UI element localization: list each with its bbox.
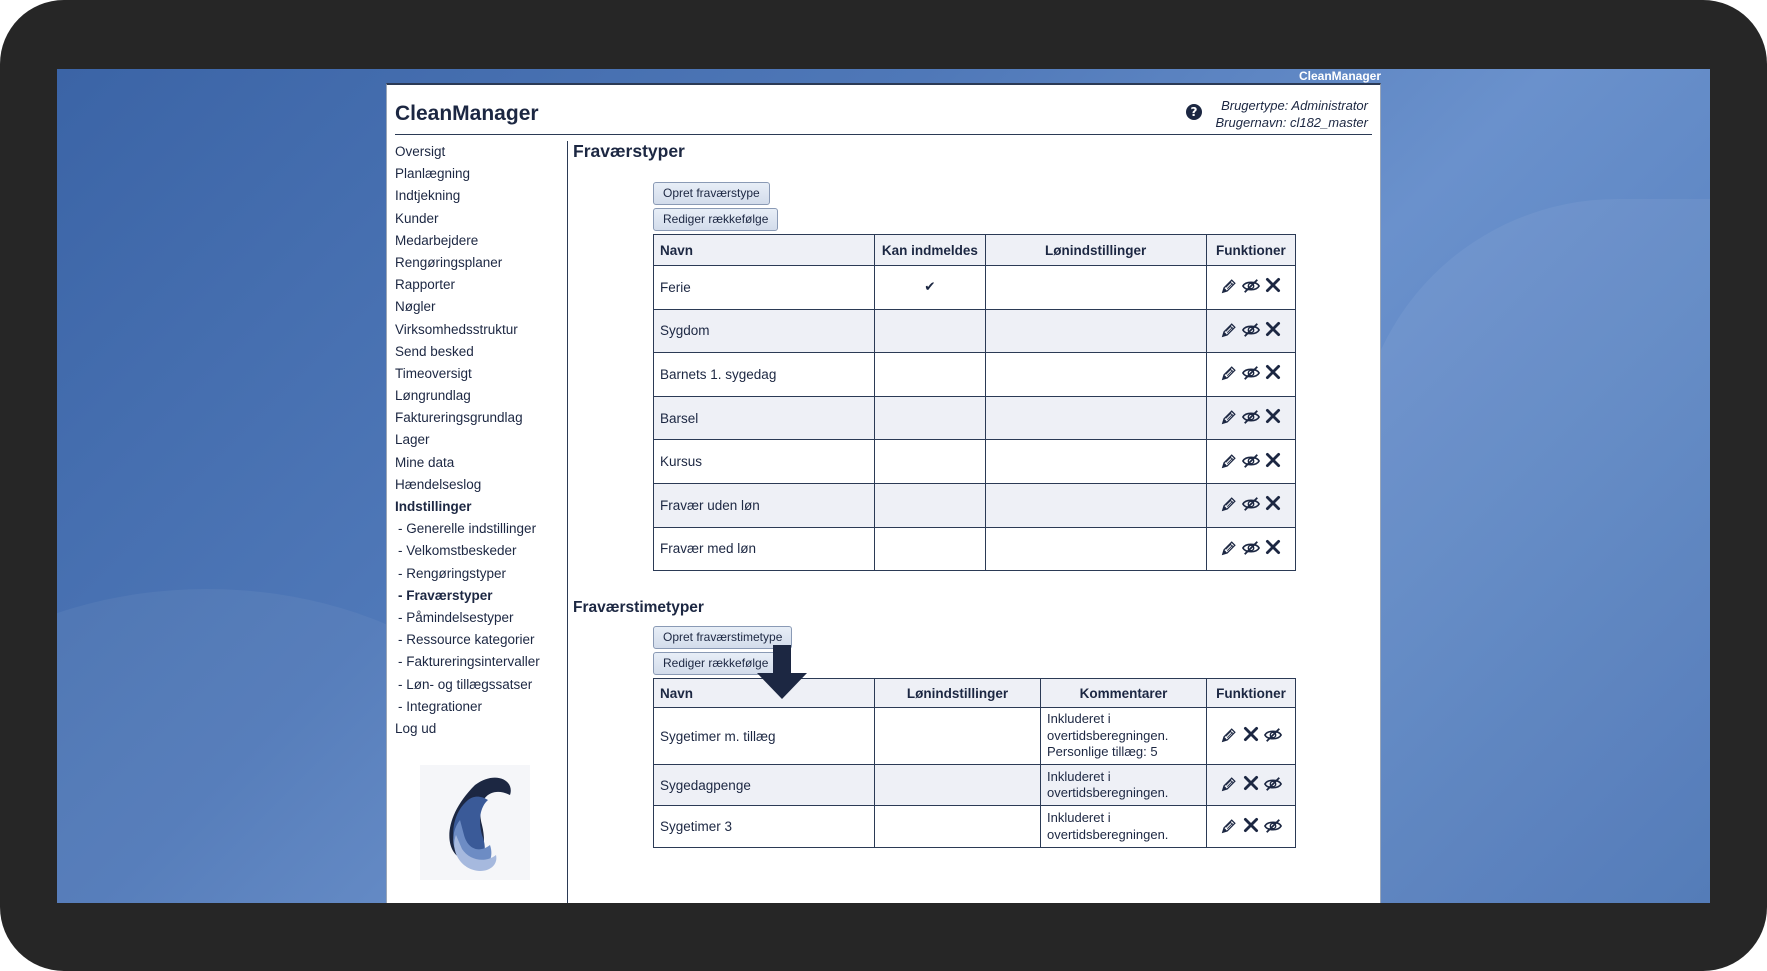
column-header: Navn [654, 235, 875, 266]
absence-type-name: Barsel [654, 396, 875, 440]
section-title-fravaerstimetyper: Fraværstimetyper [573, 599, 704, 616]
table-row [654, 396, 1296, 440]
user-type: Brugertype: Administrator [1221, 98, 1368, 113]
comment-line: Inkluderet i [1047, 768, 1111, 784]
absence-types-table [653, 234, 1296, 571]
x-icon[interactable] [1262, 539, 1284, 559]
eye-slash-icon[interactable] [1240, 452, 1262, 472]
x-icon[interactable] [1240, 726, 1262, 746]
absence-type-name: Sygdom [654, 309, 875, 353]
absence-type-name: Fravær uden løn [654, 483, 875, 527]
down-arrow-icon [757, 645, 807, 701]
sidebar-subitem[interactable]: - Løn- og tillægssatser [398, 676, 533, 692]
table-row [654, 765, 1296, 806]
comment-line: Inkluderet i [1047, 711, 1111, 727]
pencil-icon[interactable] [1218, 321, 1240, 341]
functions-cell [1206, 483, 1295, 527]
can-report-check [875, 396, 985, 440]
can-report-check [875, 353, 985, 397]
x-icon[interactable] [1262, 321, 1284, 341]
functions-cell [1206, 309, 1295, 353]
absence-hour-type-name: Sygetimer 3 [654, 806, 875, 848]
sidebar-item[interactable]: Indstillinger [395, 499, 472, 514]
x-icon[interactable] [1262, 364, 1284, 384]
functions-cell [1207, 708, 1296, 765]
eye-slash-icon[interactable] [1240, 321, 1262, 341]
pencil-icon[interactable] [1218, 364, 1240, 384]
pencil-icon[interactable] [1218, 726, 1240, 746]
absence-hour-type-name: Sygetimer m. tillæg [654, 708, 875, 765]
pencil-icon[interactable] [1218, 408, 1240, 428]
functions-cell [1207, 765, 1296, 806]
column-header: Kommentarer [1041, 679, 1207, 708]
question-circle-icon[interactable]: ? [1186, 104, 1202, 120]
sidebar-item[interactable]: Virksomhedsstruktur [395, 321, 518, 337]
absence-hour-type-name: Sygedagpenge [654, 765, 875, 806]
comment-cell [1041, 765, 1207, 806]
comment-line: Inkluderet i [1047, 810, 1111, 825]
column-header: Funktioner [1206, 235, 1295, 266]
sidebar-item[interactable]: Løngrundlag [395, 388, 471, 404]
absence-type-name: Barnets 1. sygedag [654, 353, 875, 397]
sidebar-item[interactable]: Faktureringsgrundlag [395, 410, 523, 426]
functions-cell [1206, 353, 1295, 397]
sidebar-item[interactable]: Send besked [395, 343, 474, 359]
column-header: Lønindstillinger [875, 679, 1041, 708]
app-window [386, 83, 1381, 903]
salary-settings-cell [985, 483, 1206, 527]
functions-cell [1206, 396, 1295, 440]
pencil-icon[interactable] [1218, 539, 1240, 559]
comment-line: overtidsberegningen. [1047, 727, 1169, 743]
pencil-icon[interactable] [1218, 495, 1240, 515]
sidebar-item[interactable]: Indtjekning [395, 188, 461, 204]
table-row [654, 309, 1296, 353]
desktop-screen [57, 69, 1710, 903]
sidebar-item[interactable]: Nøgler [395, 299, 436, 315]
pencil-icon[interactable] [1218, 452, 1240, 472]
sidebar-item[interactable]: Hændelseslog [395, 476, 482, 492]
eye-slash-icon[interactable] [1240, 495, 1262, 515]
sidebar-subitem[interactable]: - Velkomstbeskeder [398, 543, 517, 559]
can-report-check [875, 527, 985, 571]
functions-cell [1206, 266, 1295, 310]
create-absence-hour-type-button[interactable]: Opret fraværstimetype [653, 626, 792, 649]
table-row [654, 483, 1296, 527]
sidebar-item[interactable]: Planlægning [395, 166, 471, 182]
absence-type-name: Kursus [654, 440, 875, 484]
salary-settings-cell [875, 708, 1041, 765]
eye-slash-icon[interactable] [1262, 726, 1284, 746]
user-info [1216, 97, 1368, 131]
create-absence-type-button[interactable]: Opret fraværstype [653, 182, 770, 205]
window-title-banner: CleanManager [1298, 69, 1381, 83]
can-report-check: ✔ [875, 266, 985, 310]
can-report-check [875, 309, 985, 353]
sidebar-subitem[interactable]: - Integrationer [398, 698, 483, 714]
x-icon[interactable] [1240, 817, 1262, 837]
sidebar-subitem[interactable]: - Faktureringsintervaller [398, 654, 540, 670]
column-header: Kan indmeldes [875, 235, 985, 266]
eye-slash-icon[interactable] [1240, 539, 1262, 559]
x-icon[interactable] [1262, 495, 1284, 515]
table-row [654, 708, 1296, 765]
sidebar-item[interactable]: Timeoversigt [395, 365, 472, 381]
sidebar-item[interactable]: Medarbejdere [395, 232, 479, 248]
salary-settings-cell [985, 353, 1206, 397]
eye-slash-icon[interactable] [1240, 277, 1262, 297]
x-icon[interactable] [1262, 277, 1284, 297]
logout-link[interactable]: Log ud [395, 720, 437, 736]
reorder-absence-hour-types-button[interactable]: Rediger rækkefølge [653, 652, 778, 675]
eye-slash-icon[interactable] [1240, 364, 1262, 384]
section-title-fravaerstyper: Fraværstyper [573, 141, 685, 161]
sidebar-subitem[interactable]: - Påmindelsestyper [398, 609, 514, 625]
can-report-check [875, 440, 985, 484]
salary-settings-cell [875, 765, 1041, 806]
salary-settings-cell [985, 527, 1206, 571]
sidebar-item[interactable]: Kunder [395, 210, 439, 226]
sidebar-item[interactable]: Rapporter [395, 277, 456, 293]
pencil-icon[interactable] [1218, 817, 1240, 837]
reorder-absence-types-button[interactable]: Rediger rækkefølge [653, 208, 778, 231]
x-icon[interactable] [1240, 775, 1262, 795]
sidebar-nav [395, 141, 555, 740]
functions-cell [1206, 440, 1295, 484]
table-row [654, 353, 1296, 397]
pencil-icon[interactable] [1218, 775, 1240, 795]
table-row [654, 266, 1296, 310]
salary-settings-cell [985, 396, 1206, 440]
sidebar-subitem[interactable]: - Fraværstyper [398, 587, 493, 603]
table-row [654, 440, 1296, 484]
absence-type-name: Fravær med løn [654, 527, 875, 571]
functions-cell [1207, 806, 1296, 848]
comment-cell [1041, 806, 1207, 848]
comment-line: overtidsberegningen. [1047, 785, 1169, 800]
absence-type-name: Ferie [654, 266, 875, 310]
user-name: Brugernavn: cl182_master [1215, 115, 1368, 130]
cleanmanager-logo [420, 765, 530, 880]
pencil-icon[interactable] [1218, 277, 1240, 297]
x-icon[interactable] [1262, 408, 1284, 428]
app-header [395, 85, 1372, 135]
sidebar-item[interactable]: Oversigt [395, 144, 446, 159]
comment-line: overtidsberegningen. [1047, 826, 1169, 842]
sidebar-item[interactable]: Rengøringsplaner [395, 254, 503, 270]
absence-hour-types-table [653, 678, 1296, 848]
salary-settings-cell [985, 309, 1206, 353]
column-header: Navn [654, 679, 875, 708]
app-title: CleanManager [395, 102, 539, 125]
column-header: Lønindstillinger [985, 235, 1206, 266]
salary-settings-cell [875, 806, 1041, 848]
eye-slash-icon[interactable] [1262, 817, 1284, 837]
x-icon[interactable] [1262, 452, 1284, 472]
eye-slash-icon[interactable] [1240, 408, 1262, 428]
salary-settings-cell [985, 266, 1206, 310]
comment-cell [1041, 708, 1207, 765]
sidebar-divider [567, 141, 568, 903]
column-header: Funktioner [1207, 679, 1296, 708]
eye-slash-icon[interactable] [1262, 775, 1284, 795]
sidebar-item[interactable]: Lager [395, 432, 430, 448]
can-report-check [875, 483, 985, 527]
functions-cell [1206, 527, 1295, 571]
salary-settings-cell [985, 440, 1206, 484]
table-row [654, 527, 1296, 571]
comment-line: Personlige tillæg: 5 [1047, 744, 1158, 760]
table-row [654, 806, 1296, 848]
sidebar-subitem[interactable]: - Rengøringstyper [398, 565, 507, 581]
sidebar-subitem[interactable]: - Ressource kategorier [398, 632, 535, 648]
sidebar-subitem[interactable]: - Generelle indstillinger [398, 521, 537, 537]
sidebar-item[interactable]: Mine data [395, 454, 455, 470]
wallpaper-wave [1357, 199, 1710, 903]
